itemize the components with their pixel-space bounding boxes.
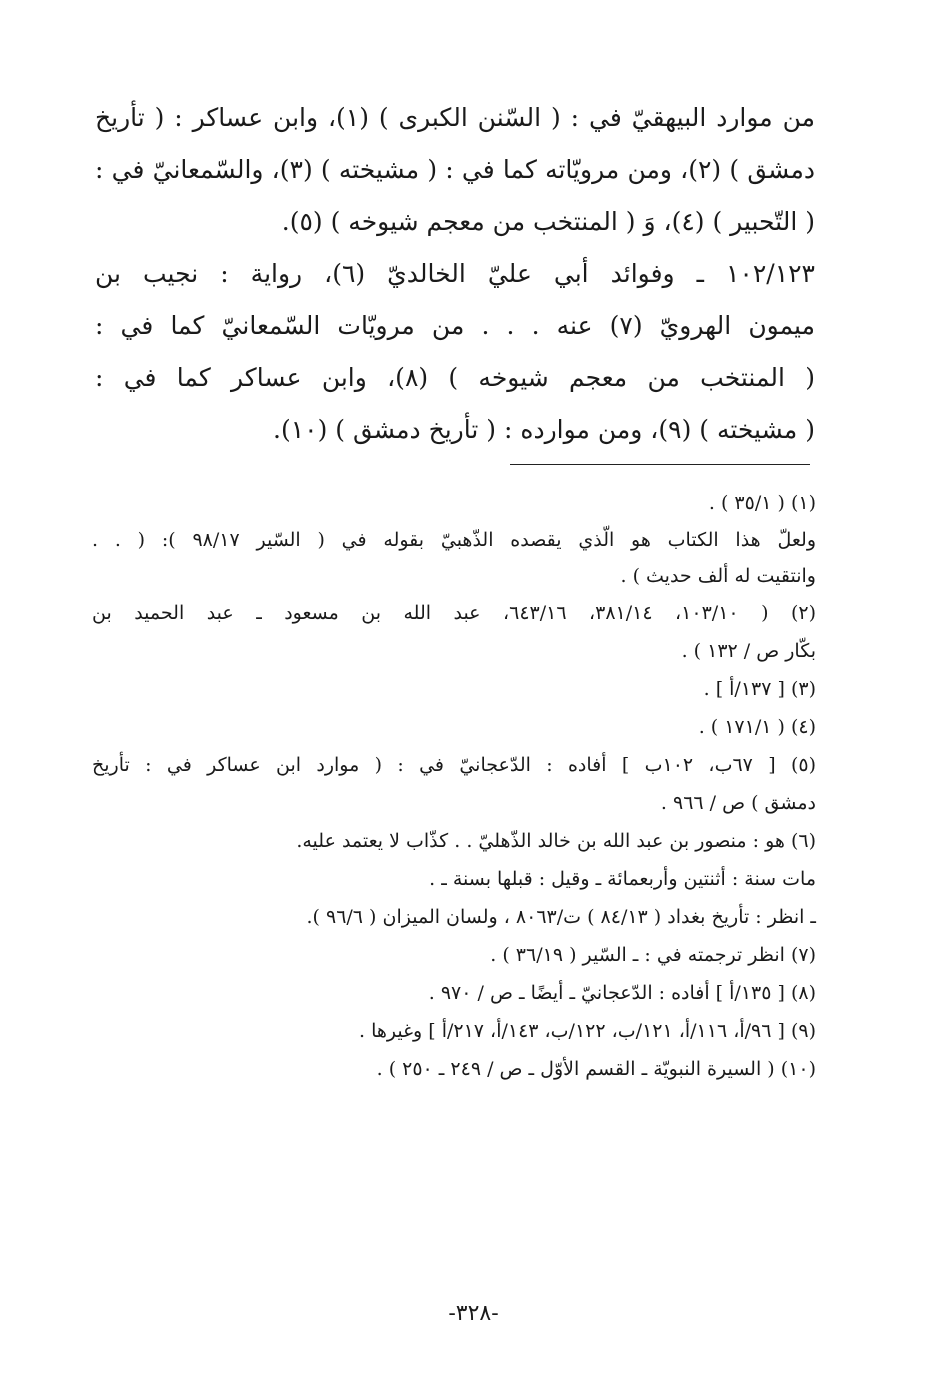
main-line-3: ( التّحبير ) (٤)، وَ ( المنتخب من معجم شيوخه ) (٥).: [281, 207, 815, 236]
main-line-1: من موارد البيهقيّ في : ( السّنن الكبرى ) (١)، وابن عساكر : ( تأريخ: [95, 103, 815, 132]
footnote-line-1: (١) ( ٣٥/١ ) .: [708, 492, 816, 514]
main-line-6: ( المنتخب من معجم شيوخه ) (٨)، وابن عساكر كما في :: [95, 363, 815, 392]
main-line-2: دمشق ) (٢)، ومن مرويّاته كما في : ( مشيخته ) (٣)، والسّمعانيّ في :: [95, 155, 815, 184]
footnote-line-11: مات سنة : أثنتين وأربعمائة ـ وقيل : قبلها بسنة ـ .: [429, 868, 816, 890]
footnote-line-9: دمشق ) ص / ٩٦٦ .: [660, 792, 816, 814]
footnote-line-6: (٣) [ ١٣٧/أ ] .: [703, 678, 816, 700]
main-line-7: ( مشيخته ) (٩)، ومن موارده : ( تأريخ دمشق ) (١٠).: [273, 415, 815, 444]
footnote-line-2: ولعلّ هذا الكتاب هو الّذي يقصده الذّهبيّ بقوله في ( السّير ٩٨/١٧ ): ( . .: [92, 529, 817, 551]
footnote-line-8: (٥) [ ٦٧ب، ١٠٢ب ] أفاده : الدّعجانيّ في : ( موارد ابن عساكر في : تأريخ: [92, 754, 817, 776]
footnote-line-7: (٤) ( ١٧١/١ ) .: [698, 716, 816, 738]
footnote-line-12: ـ انظر : تأريخ بغداد ( ٨٤/١٣ ) ت/٨٠٦٣ ، ولسان الميزان ( ٩٦/٦ ).: [306, 906, 816, 928]
main-text-block: [95, 92, 815, 456]
page-number: -٣٢٨-: [448, 1301, 499, 1326]
footnote-line-14: (٨) [ ١٣٥/أ ] أفاده : الدّعجانيّ ـ أيضًا ـ ص / ٩٧٠ .: [428, 982, 816, 1004]
footnotes-block: [92, 484, 816, 1088]
footnote-divider: [510, 464, 810, 465]
footnote-line-16: (١٠) ( السيرة النبويّة ـ القسم الأوّل ـ ص / ٢٤٩ ـ ٢٥٠ ) .: [376, 1058, 816, 1080]
main-line-5: ميمون الهرويّ (٧) عنه . . . من مرويّات السّمعانيّ كما في :: [95, 311, 815, 340]
footnote-line-10: (٦) هو : منصور بن عبد الله بن خالد الذّهليّ . . كذّاب لا يعتمد عليه.: [296, 830, 816, 852]
footnote-line-5: بكّار ص / ١٣٢ ) .: [681, 640, 816, 662]
footnote-line-15: (٩) [ ٩٦/أ، ١١٦/أ، ١٢١/ب، ١٢٢/ب، ١٤٣/أ، ٢١٧/أ ] وغيرها .: [359, 1020, 816, 1042]
footnote-line-4: (٢) ( ١٠٣/١٠، ٣٨١/١٤، ٦٤٣/١٦، عبد الله بن مسعود ـ عبد الحميد بن: [92, 602, 816, 624]
main-line-4: ١٠٢/١٢٣ ـ وفوائد أبي عليّ الخالديّ (٦)، رواية : نجيب بن: [95, 259, 815, 288]
footnote-line-3: وانتقيت له ألف حديث ) .: [620, 565, 816, 587]
footnote-line-13: (٧) انظر ترجمته في : ـ السّير ( ٣٦/١٩ ) .: [490, 944, 816, 966]
